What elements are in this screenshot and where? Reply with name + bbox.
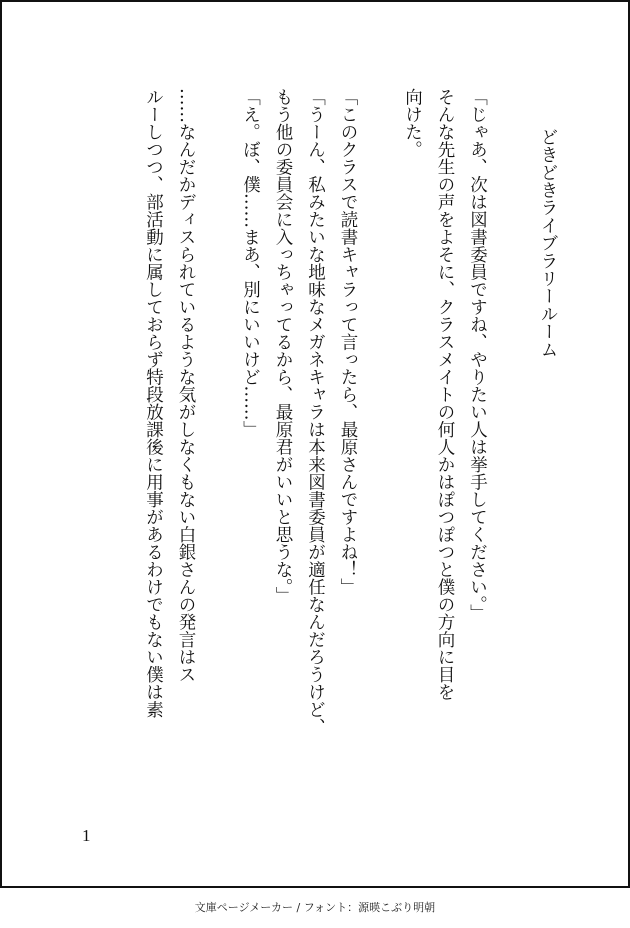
text-line-1: 「じゃあ、次は図書委員ですね、やりたい人は挙手してください。」 xyxy=(467,88,488,622)
page-number: 1 xyxy=(82,826,91,845)
text-line-9: ルーしつつ、部活動に属しておらず特段放課後に用事があるわけでもない僕は素 xyxy=(143,88,164,718)
vertical-text-body xyxy=(137,88,564,808)
text-line-2: そんな先生の声をよそに、クラスメイトの何人かはぽつぽつと僕の方向に目を xyxy=(435,88,455,701)
text-line-7: 「え。ぼ、僕……まあ、別にいいけど……」 xyxy=(240,88,261,438)
footer-credit: 文庫ページメーカー / フォント：源暎こぶり明朝 xyxy=(194,901,436,914)
text-line-5: 「うーん、私みたいな地味なメガネキャラは本来図書委員が適任なんだろうけど、 xyxy=(305,88,326,736)
text-line-3: 向けた。 xyxy=(402,88,423,158)
text-line-4: 「このクラスで読書キャラって言ったら、最原さんですよね！」 xyxy=(338,88,358,596)
text-line-6: もう他の委員会に入っちゃってるから、最原君がいいと思うな。」 xyxy=(273,88,293,605)
story-title: どきどきライブラリールーム xyxy=(538,128,558,359)
text-line-8: ……なんだかディスられているような気がしなくもない白銀さんの発言はス xyxy=(176,88,196,683)
